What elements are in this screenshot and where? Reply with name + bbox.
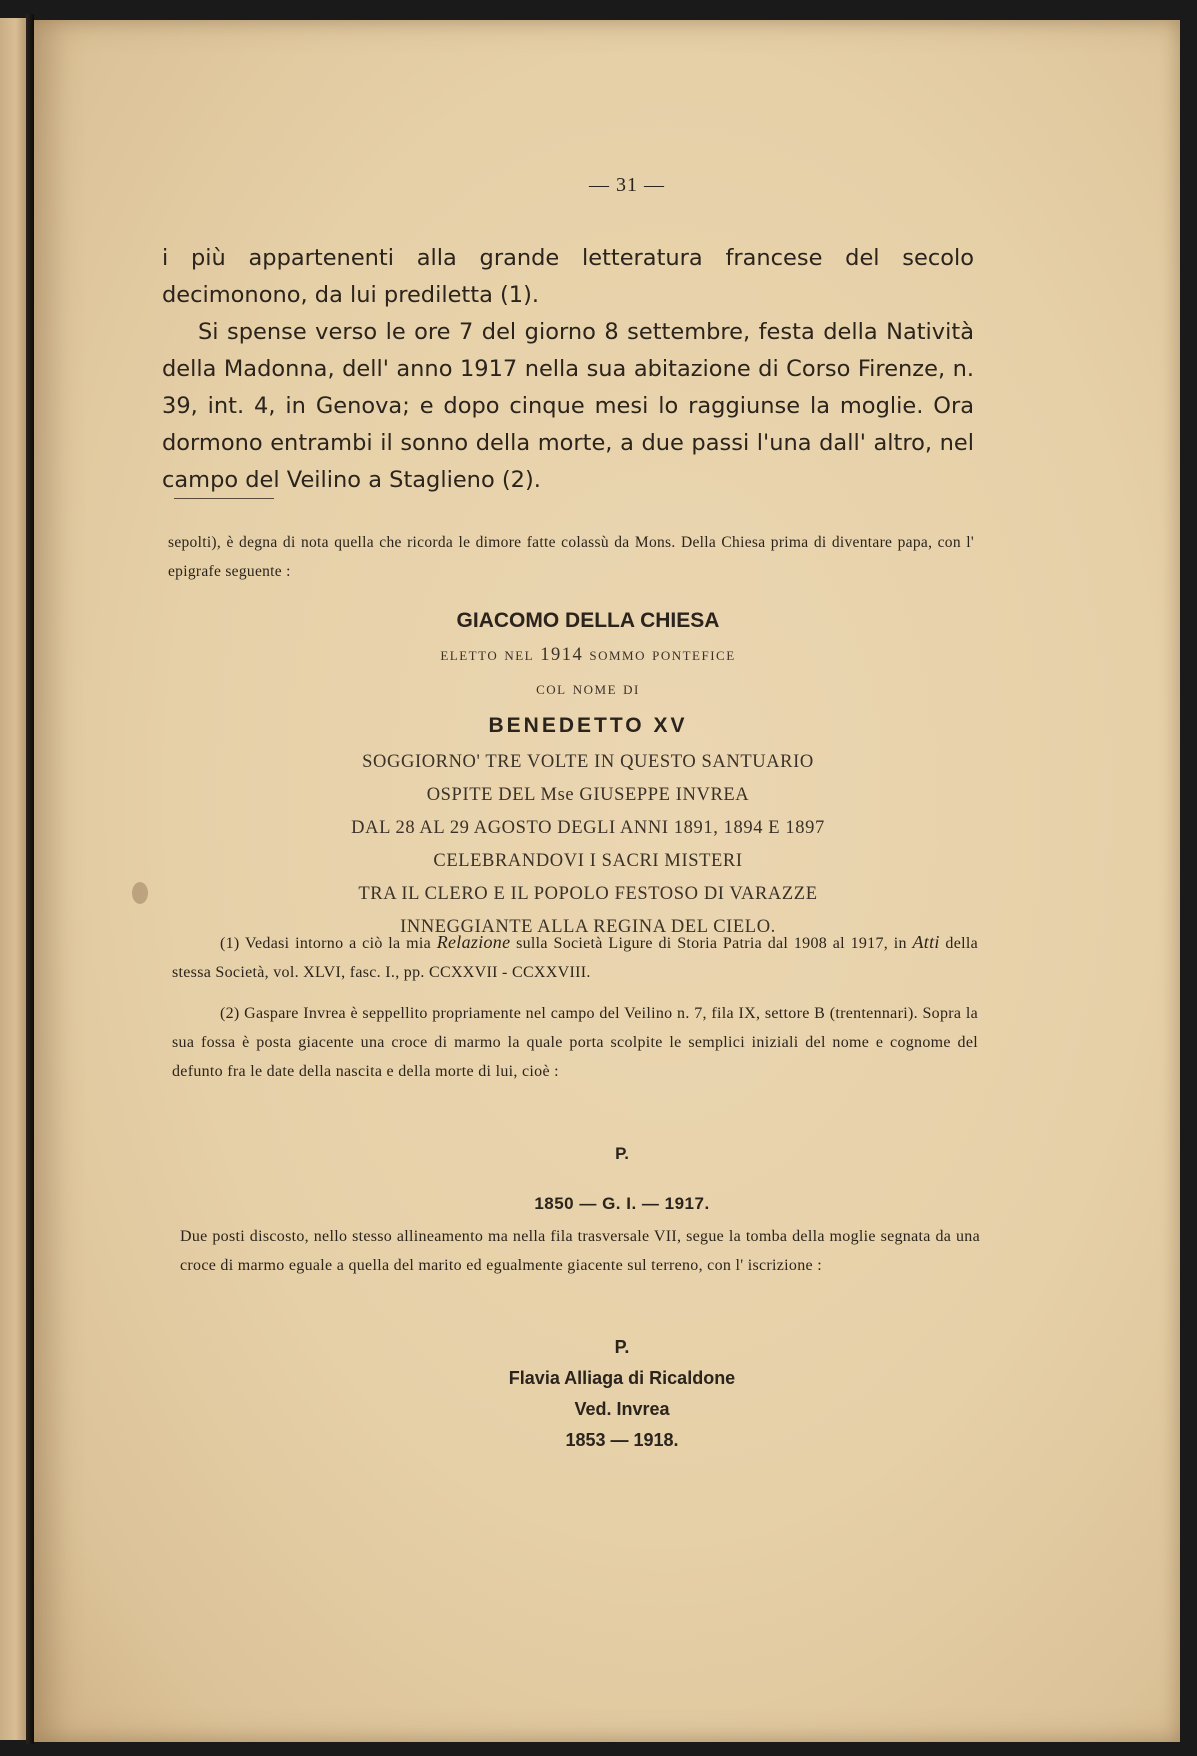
main-paragraph-1: i più appartenenti alla grande letteratura francese del secolo decimonono, da lui prediletta (1). <box>162 245 974 308</box>
tomb-inscription-1 <box>34 1136 1180 1222</box>
epigraph-line-2: eletto nel 1914 sommo pontefice <box>440 645 736 665</box>
epigraph-line-3: col nome di <box>536 679 640 699</box>
footnote-1-end: della stessa Società, vol. XLVI, fasc. I., pp. CCXXVII - CCXXVIII. <box>172 935 978 981</box>
tomb-2-status: Ved. Invrea <box>574 1399 670 1419</box>
footnote-1-italic-atti: Atti <box>912 932 940 952</box>
footnote-1-italic-title: Relazione <box>436 932 511 952</box>
footnote-1 <box>172 928 978 987</box>
epigraph-line-7: DAL 28 AL 29 AGOSTO DEGLI ANNI 1891, 1894 E 1897 <box>351 818 825 838</box>
epigraph <box>268 604 908 944</box>
epigraph-line-9: TRA IL CLERO E IL POPOLO FESTOSO DI VARAZZE <box>358 884 818 904</box>
book-page <box>34 20 1180 1742</box>
epigraph-line-1: GIACOMO DELLA CHIESA <box>456 609 720 632</box>
footnote-divider <box>174 498 274 499</box>
tomb-2-name: Flavia Alliaga di Ricaldone <box>508 1368 736 1388</box>
epigraph-line-4: BENEDETTO XV <box>488 714 688 737</box>
epigraph-line-10: INNEGGIANTE ALLA REGINA DEL CIELO. <box>400 917 776 937</box>
footnote-continued <box>168 528 974 586</box>
epigraph-line-6: OSPITE DEL Mse GIUSEPPE INVREA <box>426 785 750 805</box>
left-page-edge <box>0 18 27 1740</box>
page-number: — 31 — <box>589 174 665 196</box>
tomb-1-dates: 1850 — G. I. — 1917. <box>534 1194 710 1213</box>
tomb-inscription-2 <box>34 1332 1180 1456</box>
footnote-1-middle: sulla Società Ligure di Storia Patria dal 1908 al 1917, in <box>516 935 907 952</box>
book-spine <box>26 14 34 1744</box>
footnote-1-start: (1) Vedasi intorno a ciò la mia <box>220 935 432 952</box>
main-paragraph-2: Si spense verso le ore 7 del giorno 8 settembre, festa della Natività della Madonna, dell' anno 1917 nella sua abitazione di Corso Firenze, n. 39, int. 4, in Genova; e dopo cinque mesi lo raggiunse la moglie. Ora dormono entrambi il sonno della morte, a due passi l'una dall' altro, nel campo del Veilino a Staglieno (2). <box>162 319 974 493</box>
footnote-2-continued <box>180 1222 980 1280</box>
tomb-2-dates: 1853 — 1918. <box>565 1430 679 1450</box>
main-text <box>162 240 974 499</box>
tomb-1-letter: P. <box>615 1144 629 1163</box>
paper-stain <box>132 882 148 904</box>
epigraph-line-8: CELEBRANDOVI I SACRI MISTERI <box>433 851 743 871</box>
epigraph-line-5: SOGGIORNO' TRE VOLTE IN QUESTO SANTUARIO <box>362 752 814 772</box>
footnotes <box>172 928 978 1086</box>
footnote-2-continued-text: Due posti discosto, nello stesso allineamento ma nella fila trasversale VII, segue la tomba della moglie segnata da una croce di marmo eguale a quella del marito ed egualmente giacente sul terreno, con l' iscrizione : <box>180 1228 980 1274</box>
footnote-2: (2) Gaspare Invrea è seppellito propriamente nel campo del Veilino n. 7, fila IX, settore B (trentennari). Sopra la sua fossa è posta giacente una croce di marmo la quale porta scolpite le semplici iniziali del nome e cognome del defunto fra le date della nascita e della morte di lui, cioè : <box>172 1005 978 1080</box>
tomb-2-letter: P. <box>614 1337 630 1357</box>
footnote-continued-text: sepolti), è degna di nota quella che ricorda le dimore fatte colassù da Mons. Della Chiesa prima di diventare papa, con l' epigrafe seguente : <box>168 534 974 580</box>
